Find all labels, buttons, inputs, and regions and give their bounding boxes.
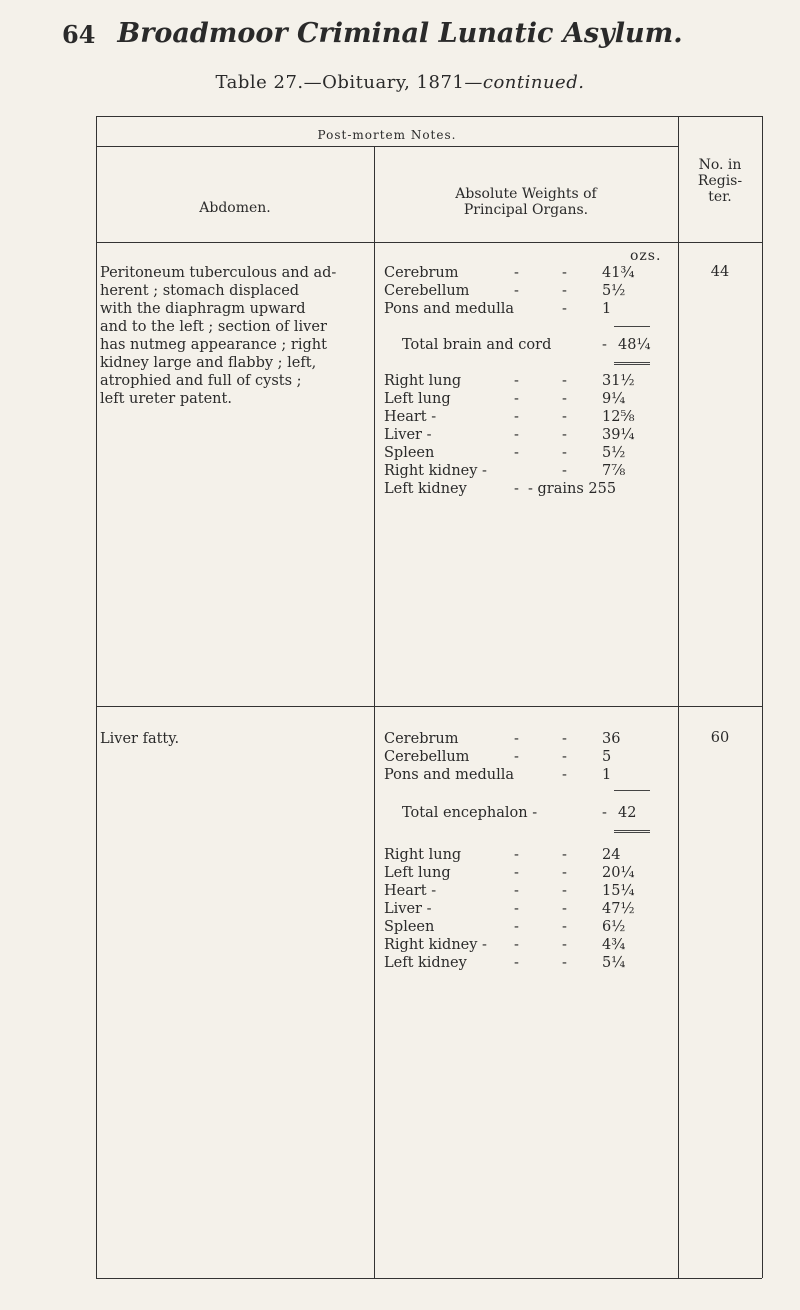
register-column-rule (678, 116, 679, 1278)
organ-name: Spleen (384, 919, 435, 935)
organ-name: Liver - (384, 901, 432, 917)
organ-name: Pons and medulla (384, 301, 515, 317)
organ-value: 5¼ (602, 955, 626, 971)
table-top-rule (96, 116, 762, 117)
sum-rule (614, 790, 650, 791)
abdomen-line: with the diaphragm upward (100, 301, 306, 317)
organ-row: Left kidney - - 5¼ (384, 955, 626, 971)
organ-value: 39¼ (602, 427, 635, 443)
abdomen-line: has nutmeg appearance ; right (100, 337, 327, 353)
organ-row: Right lung - - 24 (384, 847, 621, 863)
organ-name: Right lung (384, 373, 462, 389)
organ-row-total: Total encephalon - - 42 (402, 805, 637, 821)
running-title: Broadmoor Criminal Lunatic Asylum. (117, 18, 683, 49)
table-left-rule (96, 116, 97, 1278)
abdomen-column-rule (374, 146, 375, 1278)
header-bottom-rule (96, 242, 762, 243)
row-2-total (384, 804, 662, 822)
table-title-main: Table 27.—Obituary, 1871— (215, 72, 483, 93)
table-title-continued: continued. (482, 72, 585, 93)
organ-name: Left kidney (384, 481, 467, 497)
organ-row: Cerebellum - - 5½ (384, 283, 626, 299)
organ-row: Liver - - - 47½ (384, 901, 635, 917)
organ-name: Spleen (384, 445, 435, 461)
organ-name: Cerebrum (384, 731, 459, 747)
abdomen-line: left ureter patent. (100, 391, 232, 407)
header-weights-line-2: Principal Organs. (463, 202, 589, 218)
organ-row: Pons and medulla - 1 (384, 301, 612, 317)
abdomen-line: Liver fatty. (100, 731, 180, 747)
organ-value: 6½ (602, 919, 626, 935)
table-title (0, 72, 800, 93)
organ-row: Spleen - - 6½ (384, 919, 626, 935)
organ-name: Left lung (384, 391, 451, 407)
organ-name: Liver - (384, 427, 432, 443)
organ-value: 42 (618, 805, 637, 821)
organ-value: 5½ (602, 445, 626, 461)
organ-value: - grains 255 (528, 481, 617, 497)
total-double-rule (614, 830, 650, 833)
page-number: 64 (62, 20, 96, 49)
row-2-viscera (384, 846, 662, 972)
header-register-number (678, 157, 762, 205)
organ-row: Spleen - - 5½ (384, 445, 626, 461)
table-bottom-rule (96, 1278, 762, 1279)
organ-value: 7⅞ (602, 463, 626, 479)
organ-name: Right kidney - (384, 463, 487, 479)
organ-name: Pons and medulla (384, 767, 515, 783)
abdomen-line: atrophied and full of cysts ; (100, 373, 302, 389)
organ-name: Right kidney - (384, 937, 487, 953)
organ-value: 9¼ (602, 391, 626, 407)
organ-value: 24 (602, 847, 621, 863)
organ-row: Left lung - - 20¼ (384, 865, 635, 881)
organ-row: Cerebellum - - 5 (384, 749, 612, 765)
abdomen-line: Peritoneum tuberculous and ad- (100, 265, 337, 281)
organ-name: Cerebellum (384, 749, 470, 765)
organ-value: 5 (602, 749, 612, 765)
header-register-line-3: ter. (708, 189, 732, 205)
header-register-line-1: No. in (698, 157, 742, 173)
sum-rule (614, 326, 650, 327)
organ-row: Cerebrum - - 36 (384, 731, 621, 747)
organ-value: 1 (602, 767, 612, 783)
row-separator-rule (96, 706, 762, 707)
organ-row: Liver - - - 39¼ (384, 427, 635, 443)
row-2-organ-weights (384, 730, 662, 784)
organ-value: 12⅝ (602, 409, 635, 425)
abdomen-line: and to the left ; section of liver (100, 319, 327, 335)
abdomen-line: herent ; stomach displaced (100, 283, 300, 299)
organ-name: Heart - (384, 883, 437, 899)
organ-name: Cerebellum (384, 283, 470, 299)
organ-value: 4¾ (602, 937, 626, 953)
organ-value: 15¼ (602, 883, 635, 899)
header-post-mortem-notes: Post-mortem Notes. (317, 128, 457, 142)
organ-row: Right lung - - 31½ (384, 373, 635, 389)
organ-row: Right kidney - - 7⅞ (384, 463, 626, 479)
header-register-line-2: Regis- (697, 173, 743, 189)
organ-value: 48¼ (618, 337, 651, 353)
organ-row: Pons and medulla - 1 (384, 767, 612, 783)
header-weights-line-1: Absolute Weights of (455, 186, 597, 202)
row-2-register-number: 60 (710, 730, 730, 746)
organ-value: 41¾ (602, 265, 635, 281)
page-header (0, 18, 800, 58)
organ-value: 5½ (602, 283, 626, 299)
organ-name: Cerebrum (384, 265, 459, 281)
organ-row-total: Total brain and cord - 48¼ (402, 337, 651, 353)
total-double-rule (614, 362, 650, 365)
post-mortem-header-rule (96, 146, 678, 147)
row-1-viscera (384, 372, 662, 498)
organ-row: Cerebrum - - 41¾ (384, 265, 635, 281)
abdomen-line: kidney large and flabby ; left, (100, 355, 317, 371)
units-label: ozs. (630, 248, 662, 264)
organ-row: Heart - - - 12⅝ (384, 409, 635, 425)
organ-name: Heart - (384, 409, 437, 425)
organ-name: Total encephalon - (402, 805, 538, 821)
organ-value: 36 (602, 731, 621, 747)
organ-value: 20¼ (602, 865, 635, 881)
organ-name: Left kidney (384, 955, 467, 971)
organ-value: 1 (602, 301, 612, 317)
organ-name: Total brain and cord (402, 337, 552, 353)
organ-value: 47½ (602, 901, 635, 917)
header-absolute-weights (374, 186, 678, 218)
row-1-register-number: 44 (710, 264, 730, 280)
header-abdomen: Abdomen. (199, 200, 271, 216)
organ-row: Left kidney - - grains 255 (384, 481, 617, 497)
organ-value: 31½ (602, 373, 635, 389)
organ-row: Heart - - - 15¼ (384, 883, 635, 899)
organ-row: Right kidney - - - 4¾ (384, 937, 626, 953)
row-1-organ-weights (384, 264, 662, 318)
organ-name: Right lung (384, 847, 462, 863)
table-right-rule (762, 116, 763, 1278)
row-2-abdomen-notes (100, 730, 368, 748)
organ-row: Left lung - - 9¼ (384, 391, 626, 407)
row-1-abdomen-notes (100, 264, 368, 408)
row-1-total (384, 336, 662, 354)
organ-name: Left lung (384, 865, 451, 881)
